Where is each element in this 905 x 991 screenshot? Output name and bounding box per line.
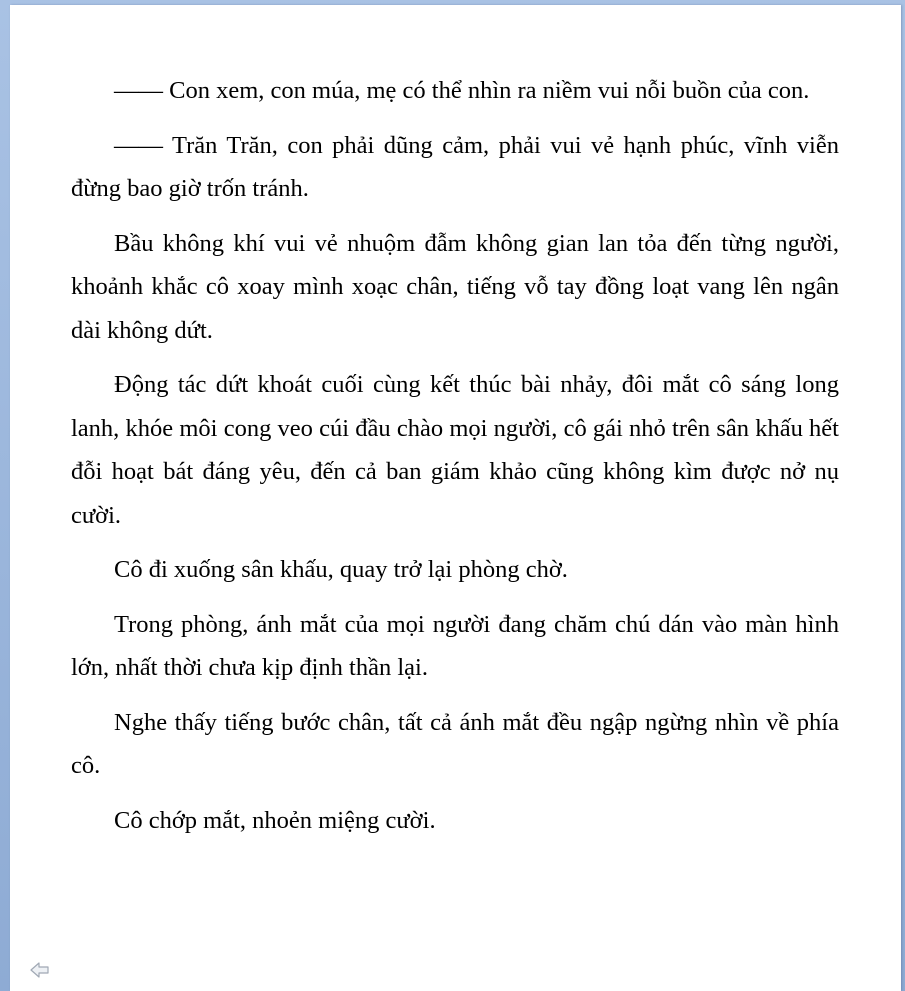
document-text <box>71 69 839 853</box>
document-page <box>10 5 901 991</box>
paragraph: —— Trăn Trăn, con phải dũng cảm, phải vui vẻ hạnh phúc, vĩnh viễn đừng bao giờ trốn tránh. <box>71 131 839 202</box>
paragraph: Trong phòng, ánh mắt của mọi người đang chăm chú dán vào màn hình lớn, nhất thời chưa kịp định thần lại. <box>71 610 839 681</box>
paragraph: Cô chớp mắt, nhoẻn miệng cười. <box>114 806 436 834</box>
back-arrow-icon[interactable] <box>30 961 50 979</box>
paragraph: Nghe thấy tiếng bước chân, tất cả ánh mắt đều ngập ngừng nhìn về phía cô. <box>71 708 839 779</box>
paragraph: Bầu không khí vui vẻ nhuộm đẫm không gian lan tỏa đến từng người, khoảnh khắc cô xoay mình xoạc chân, tiếng vỗ tay đồng loạt vang lên ngân dài không dứt. <box>71 229 839 344</box>
paragraph: Cô đi xuống sân khấu, quay trở lại phòng chờ. <box>114 556 568 583</box>
paragraph: Động tác dứt khoát cuối cùng kết thúc bài nhảy, đôi mắt cô sáng long lanh, khóe môi cong veo cúi đầu chào mọi người, cô gái nhỏ trên sân khấu hết đỗi hoạt bát đáng yêu, đến cả ban giám khảo cũng không kìm được nở nụ cười. <box>71 371 839 529</box>
paragraph: —— Con xem, con múa, mẹ có thể nhìn ra niềm vui nỗi buồn của con. <box>114 77 810 104</box>
